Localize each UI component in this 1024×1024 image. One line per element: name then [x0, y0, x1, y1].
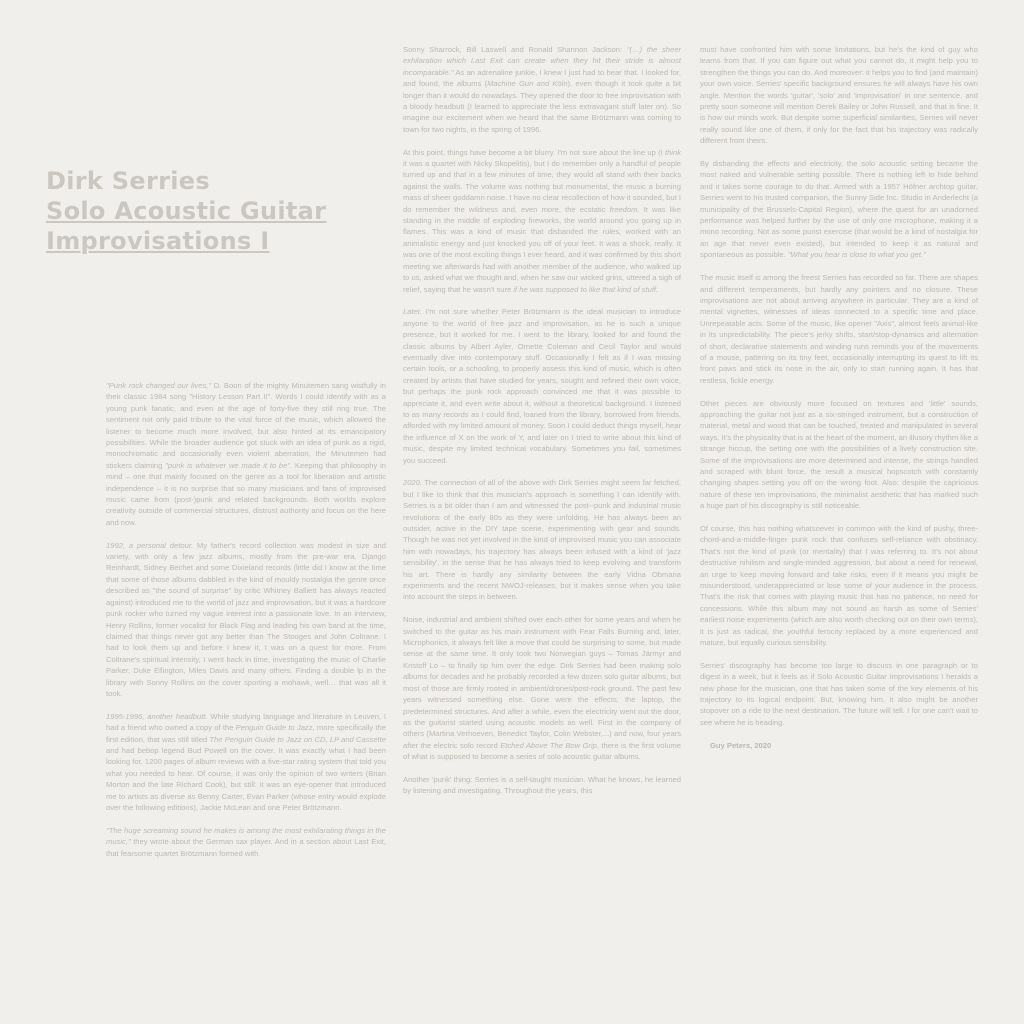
paragraph [403, 306, 681, 466]
text-run: Other pieces are obviously more focused on textures and 'little' sounds, approaching the guitar not just as a six-stringed instrument, but a construction of material, metal and wood that can be touched, treated and manipulated in several ways. It's the physicality that is at the heart of the moment, an illusory rhythm like a strange hiccup, the setting one with the possibilities of a lively construction site. Some of the improvisations are more determined and intense, the strings handled and scraped with blunt force, the result a musical hopscotch with constantly changing shapes setting you off on the wrong foot. Also: despite the capricious nature of these ten improvisations, the minimalist aesthetic that has marked such a huge part of his discography is still noticeable. [700, 398, 978, 511]
italic-run: Etched Above The Bow Grip [500, 740, 597, 750]
title-album-line2: Improvisations I [46, 227, 270, 255]
italic-run: "What you hear is close to what you get." [787, 250, 926, 260]
italic-run: Penguin Guide to Jazz [235, 723, 313, 733]
text-run: must have confronted him with some limitations, but he's the kind of guy who learns from that. If you can figure out what you cannot do, it might help you to strengthen the things you can do. And moreover: it helps you to find (and maintain) your own voice. Serries' specific background ensures he will always have his own angle. Mention the words 'guitar', 'solo' and 'improvisation' in one sentence, and pretty soon someone will mention Derek Bailey or John Russell, and that is fine. It is how our minds work. But despite some superficial similarities, Serries will never really sound like one of them, if only for the fact that his trajectory was radically different from theirs. [700, 45, 978, 146]
italic-run: 1995-1996, another headbutt. [106, 711, 208, 721]
text-run: As an adrenaline junkie, I knew I just had to hear that. I looked for, and found, the albums ( [403, 67, 681, 89]
paragraph [700, 660, 978, 728]
title-album-line1: Solo Acoustic Guitar [46, 197, 327, 225]
text-run: D. Boon of the mighty Minutemen sang wistfully in their classic 1984 song "History Lesson Part II". Words I could identify with as a young punk fanatic, and even at the age of forty-five they still ring true. The sentiment not only paid tribute to the vital force of the music, which allowed the listener to become much more involved, but also hinted at its emancipatory possibilities. While the broader audience got stuck with an idea of punk as a rigid, monochromatic and occasionally even violent aberration, the Minutemen had stickers claiming [106, 381, 386, 470]
text-run: Serries' discography has become too large to discuss in one paragraph or to digest in a week, but it feels as if Solo Acoustic Guitar Improvisations I heralds a new phase for the musician, one that has taken some of the key elements of his trajectory to its logical endpoint. But, knowing him, it also might be another stopover on a ride to the next destination. The future will tell. I for one can't wait to see where he is heading. [700, 660, 978, 727]
italic-run: Later. [403, 307, 423, 317]
text-run: it was a quartet with Nicky Skopelitis), but I do remember only a handful of people turned up and that in a few minutes of time, they would all stand with their backs against the walls. The volume was nothing but monumental, the music a burning mass of sheer goddamn noise. I have no clear recollection of how it sounded, but I do remember the wildness and, even more, the ecstatic [403, 159, 681, 214]
text-run: The connection of all of the above with Dirk Serries might seem far fetched, but I like to think that this musician's approach is something I can identify with. Serries is a bit older than I am and witnessed the post--punk and industrial music revolutions of the early 80s as they were unfolding. He has always been an outsider, active in the DIY tape scene, experimenting with gear and sounds. Though he was not yet involved in the kind of improvised music you can associate him with nowadays, his trajectory has always been infused with a kind of 'jazz sensibility', in the sense that he has always tried to keep evolving and transform his art. There is hardly any similarity between the early Vidna Obmana experiments and the recent NWOJ-releases, but it makes sense when you take into account the steps in between. [403, 478, 681, 602]
paragraph [106, 380, 386, 528]
text-run: . It was like standing in the middle of exploding fireworks, the world around you going up in flames. This was a kind of music that disbanded the rules, worked with an animalistic energy and just knocked you off of your feet. It was a shock, really. It was one of the most exciting things I ever heard, and it was confirmed by this short meeting we afterwards had with another member of the audience, who walked up to us, asked what we thought and, when he saw our wicked grins, uttered a sigh of relief, saying that he wasn't sure [403, 204, 681, 294]
paragraph [700, 523, 978, 648]
text-column-1 [106, 380, 386, 870]
italic-run: 2020. [403, 478, 423, 488]
text-run: While studying language and literature in Leuven, I had a friend who owned a copy of the [106, 711, 386, 733]
text-column-3 [700, 44, 978, 762]
title-block [46, 166, 326, 256]
italic-run: "The huge screaming sound he makes is among the most exhilarating things in the music," [106, 825, 386, 847]
italic-run: "punk is whatever we made it to be" [165, 460, 291, 470]
text-run: . Keeping that philosophy in mind – one that mainly focused on the genre as a tool for liberation and artistic independence – it is no surprise that so many musicians and fans of improvised music came from (post-)punk and related backgrounds. Both worlds explore creativity outside of commercial structures, distrust authority and focus on the here and now. [106, 460, 387, 527]
italic-run: "(…) the sheer exhilaration which Last Exit can create when they hit their stride is almost incomparable." [403, 45, 681, 77]
italic-run: Machine Gun and Köln [487, 79, 568, 89]
text-run: I'm not sure whether Peter Brötzmann is the ideal musician to introduce anyone to the world of free jazz and improvisation, as he is such a unique presence, but it worked for me. I went to the library, looked for and found the classic albums by Albert Ayler, Ornette Coleman and Cecil Taylor and would eventually dive into contemporary stuff. Occasionally I felt as if I was missing certain tools, or a schooling, to properly assess this kind of music, which is often created by artists that have studied for years, sought and refined their own voice, but perhaps the punk rock approach convinced me that it was possible to appreciate it, and even write about it, without a theoretical background. I listened to as many records as I could find, loaned from the library, borrowed from friends, afforded with my limited amount of money. Soon I could deduct things myself, hear the influence of X on the work of Y, and later on I tried to write about this kind of music, despite my limited technical vocabulary. Sometimes you fail, sometimes you succeed. [403, 307, 681, 465]
italic-run: if he was supposed to like that kind of stuff. [513, 284, 659, 294]
text-run: ), even though it took quite a bit longer than it would do nowadays. They opened the door to free improvisation with a bloody headbutt (I learned to appreciate the less extravagant stuff later on). So imagine our excitement when we heard that the same Brötzmann was coming to town for two nights, in the spring of 1996. [403, 79, 681, 134]
paragraph [403, 614, 681, 762]
paragraph [403, 147, 681, 295]
paragraph [106, 540, 386, 700]
text-run: Noise, industrial and ambient shifted over each other for some years and when he switched to the guitar as his main instrument with Fear Falls Burning and, later, Microphonics, it always felt like a move that could be surprising to some, but made sense at the same time. It only took two Norwegian guys – Tomas Järmyr and Kristoff Lo – to finally tip him over the edge. Dirk Serries had been making solo albums for decades and he probably recorded a few dozen solo guitar albums, but most of those are firmly rooted in ambient/drones/post-rock ground. The past few years witnessed something else. Gone were the effects, the laptop, the predetermined structures. And after a while, even the electricity went out the door, as the guitarist started using acoustic models as well. First in the company of others (Martina Verhoeven, Benedict Taylor, Colin Webster,...) and now, four years after the electric solo record [403, 615, 681, 750]
paragraph [700, 398, 978, 512]
text-run: , there is the first volume of what is supposed to become a series of solo acoustic guitar albums. [403, 740, 681, 762]
italic-run: 1992, a personal detour. [106, 540, 194, 550]
text-run: Another 'punk' thing: Serries is a self-taught musician. What he knows, he learned by listening and investigating. Throughout the years, this [403, 774, 681, 796]
text-run: My father's record collection was modest in size and variety, with only a few jazz albums, mostly from the pre-war era. Django Reinhardt, Sidney Bechet and some Dixieland records (little did I know at the time that some of those albums dabbled in the kind of mouldy nostalgia the genre once described as "the sound of surprise" by critic Whitney Balliett has always reacted against) introduced me to the world of jazz and improvisation, but it was a hardcore punk rocker who turned my vague interest into a passionate love. In an interview, Henry Rollins, former vocalist for Black Flag and leading his own band at the time, claimed that things never got any better than The Stooges and John Coltrane. I had to look them up and before I knew it, I was on a quest for more. From Coltrane's spiritual intensity, I went back in time, investigating the music of Charlie Parker, Duke Ellington, Miles Davis and many others. Finding a double lp in the library with Sonny Rollins on the cover sporting a mohawk, well… that was all it took. [106, 540, 386, 698]
paragraph [106, 711, 386, 814]
italic-run: freedom [609, 204, 638, 214]
text-run: Of course, this has nothing whatsoever in common with the kind of pushy, three-chord-and-a-middle-finger punk rock that confuses self-reliance with obstinacy. That's not the kind of punk (or mentality) that I was referring to. It's not about destructive nihilism and single-minded aggression, but about a need for renewal, an urge to keep moving forward and take risks, even if it means you might be misunderstood, underappreciated or lose some of your audience in the process. That's the risk that comes with playing music that has no patience, no need for concessions. While this album may not sound as harsh as some of Serries' earliest noise experiments (which are also worth checking out on their own terms), it is just as radical, the youthful ferocity replaced by a more experienced and mature, but equally curious sensibility. [700, 524, 978, 648]
paragraph [700, 272, 978, 386]
italic-run: The Penguin Guide to Jazz on CD, LP and Cassette [209, 734, 386, 744]
text-run: Sonny Sharrock, Bill Laswell and Ronald Shannon Jackson: [403, 45, 627, 54]
paragraph [403, 477, 681, 602]
text-run: , more specifically the first edition, that was still titled [106, 723, 386, 744]
paragraph [700, 158, 978, 261]
title-artist: Dirk Serries [46, 167, 210, 195]
text-run: and had bebop legend Bud Powell on the cover. It was exactly what I had been looking for. 1200 pages of album reviews with a five-star rating system that told you what you needed to hear. Of course, it was only the opinion of two writers (Brian Morton and the late Richard Cook), but still: it was an eye-opener that introduced me to artists as diverse as Benny Carter, Evan Parker (whose entry would explode over the following editions), Jackie McLean and one Peter Brötzmann. [106, 745, 386, 812]
author-signature: Guy Peters, 2020 [710, 740, 772, 750]
text-run: At this point, things have become a bit blurry. I'm not sure about the line up (I [403, 147, 665, 157]
paragraph [403, 44, 681, 135]
text-run: they wrote about the German sax player. And in a section about Last Exit, that fearsome quartet Brötzmann formed with [106, 837, 386, 858]
text-run: The music itself is among the freest Serries has recorded so far. There are shapes and different temperaments, but hardly any pointers and no closure. These improvisations are not about arriving anywhere in particular. They are a kind of mental vignettes, witnesses of ideas connected to a specific time and place. Unrepeatable acts. Some of the music, like opener "Axis", almost feels animal-like in its unpredictability. The piece's jerky shifts, start/stop-dynamics and alternation of short, declarative statements and winding runs reminds you of the movements of a mouse, pattering on its tiny feet, occasionally interrupting its quest to lift its front paws and stick its nose in the air, only to start running again. It has that restless, fickle energy. [700, 273, 978, 385]
italic-run: "Punk rock changed our lives," [106, 381, 212, 390]
text-column-2 [403, 44, 681, 808]
paragraph [403, 774, 681, 797]
paragraph [106, 825, 386, 859]
text-run: By disbanding the effects and electricity, the solo acoustic setting became the most naked and vulnerable setting possible. There is nothing left to hide behind and it takes some courage to do that. Armed with a 1957 Höfner archtop guitar, Serries went to his trusted companion, the Sunny Side Inc. Studio in Anderlecht (a municipality of the Brussels-Capital Region), where the quest for an unadorned performance was helped further by the use of only one microphone, making it a mono recording. Not as some purist exercise (that would be a kind of nostalgia for an age that never even existed), but intended to keep it as natural and spontaneous as possible. [700, 159, 978, 260]
paragraph [700, 44, 978, 147]
italic-run: think [664, 147, 681, 157]
